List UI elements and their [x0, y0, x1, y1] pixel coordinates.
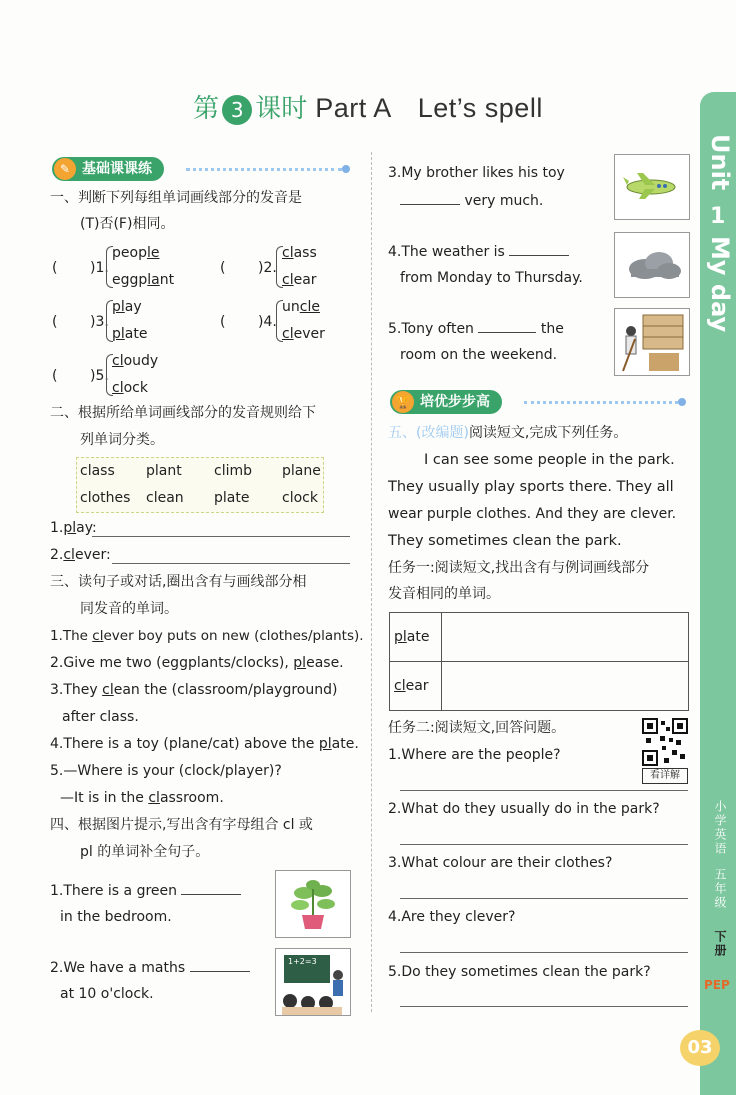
- answer-blank[interactable]: [400, 190, 460, 205]
- answer-blank[interactable]: [181, 880, 241, 895]
- word-box-item: plane: [282, 463, 321, 479]
- s4-q4-b: from Monday to Thursday.: [400, 270, 583, 286]
- paren-open: (: [220, 314, 226, 330]
- question-1: 1.Where are the people?: [388, 747, 561, 763]
- answer-line[interactable]: [400, 1006, 688, 1007]
- answer-line[interactable]: [112, 563, 350, 564]
- answer-line[interactable]: [92, 536, 350, 537]
- answer-line[interactable]: [400, 898, 688, 899]
- lesson-number: 3: [222, 95, 252, 125]
- s4-q4-a: 4.The weather is: [388, 241, 569, 262]
- word: uncle: [282, 299, 320, 315]
- banner-basic: [52, 157, 164, 181]
- s3-sentence-1: 1.The clever boy puts on new (clothes/plants).: [50, 628, 364, 644]
- s4-q2-b: at 10 o'clock.: [60, 986, 154, 1002]
- passage-line-1: I can see some people in the park.: [424, 452, 675, 468]
- s3-sentence-2: 2.Give me two (eggplants/clocks), please.: [50, 655, 344, 671]
- lesson-suffix: 课时: [255, 94, 308, 124]
- task1-text-line2: 发音相同的单词。: [388, 586, 500, 602]
- question-4: 4.Are they clever?: [388, 909, 516, 925]
- qr-label[interactable]: 看详解: [642, 768, 688, 784]
- plant-picture: [275, 870, 351, 938]
- cleaning-room-picture: [614, 308, 690, 376]
- section2-heading-line2: 列单词分类。: [80, 432, 164, 448]
- example-word: clear: [390, 662, 442, 711]
- question-5: 5.Do they sometimes clean the park?: [388, 964, 651, 980]
- word-box-item: plate: [214, 490, 250, 506]
- question-3: 3.What colour are their clothes?: [388, 855, 613, 871]
- s4-q5-a: 5.Tony often the: [388, 318, 564, 339]
- word-box-item: clothes: [80, 490, 131, 506]
- question-2: 2.What do they usually do in the park?: [388, 801, 660, 817]
- sidebar-book-volume: 下册: [713, 930, 727, 958]
- answer-blank[interactable]: [190, 957, 250, 972]
- sidebar-pep: PEP: [704, 978, 730, 992]
- board-text: 1+2=3: [288, 957, 317, 966]
- title-part: Part A: [315, 93, 392, 123]
- classroom-picture: [275, 948, 351, 1016]
- section3-heading: 三、读句子或对话,圈出含有与画线部分相: [50, 574, 307, 590]
- section5-heading: 五、(改编题)阅读短文,完成下列任务。: [388, 425, 628, 441]
- banner-basic-dots: [186, 168, 342, 171]
- s3-sentence-4: 4.There is a toy (plane/cat) above the plate.: [50, 736, 359, 752]
- word: people: [112, 245, 160, 261]
- banner-advanced-dots: [524, 401, 678, 404]
- word: clear: [282, 272, 317, 288]
- word: cloudy: [112, 353, 159, 369]
- banner-advanced: [390, 390, 502, 414]
- sidebar-book-subject: 小学英语: [713, 800, 727, 856]
- banner-advanced-label: 培优步步高: [420, 394, 490, 410]
- example-word: plate: [390, 613, 442, 662]
- section4-heading: 四、根据图片提示,写出含有字母组合 cl 或: [50, 817, 313, 833]
- cloudy-picture: [614, 232, 690, 298]
- pencil-icon: ✎: [54, 158, 76, 180]
- task1-text: 任务一:阅读短文,找出含有与例词画线部分: [388, 560, 650, 576]
- paren-open: (: [52, 314, 58, 330]
- paren-open: (: [52, 368, 58, 384]
- table-row: [390, 613, 689, 662]
- word: clever: [282, 326, 325, 342]
- s3-sentence-3: 3.They clean the (classroom/playground): [50, 682, 338, 698]
- sidebar-unit-number: 1: [710, 204, 726, 229]
- toy-plane-picture: [614, 154, 690, 220]
- item-label: )5.: [90, 368, 109, 384]
- classify-q1: 1.play:: [50, 520, 97, 536]
- page-number: 03: [680, 1030, 720, 1066]
- answer-line[interactable]: [400, 844, 688, 845]
- passage-line-2: They usually play sports there. They all: [388, 479, 674, 495]
- answer-line[interactable]: [400, 952, 688, 953]
- task1-table: [389, 612, 689, 711]
- word: play: [112, 299, 142, 315]
- word-box-item: clock: [282, 490, 318, 506]
- word: class: [282, 245, 317, 261]
- word: eggplant: [112, 272, 175, 288]
- sidebar-book-grade: 五年级: [713, 868, 727, 910]
- section4-heading-line2: pl 的单词补全句子。: [80, 844, 210, 860]
- banner-basic-dot-end: [342, 165, 350, 173]
- answer-cell[interactable]: [442, 613, 689, 662]
- s4-q3-b: very much.: [400, 190, 543, 211]
- word-box-item: climb: [214, 463, 253, 479]
- title-spell: Let’s spell: [417, 93, 543, 123]
- answer-line[interactable]: [400, 790, 688, 791]
- passage-line-4: They sometimes clean the park.: [388, 533, 622, 549]
- passage-line-3: wear purple clothes. And they are clever.: [388, 506, 677, 522]
- qr-code[interactable]: [642, 718, 688, 766]
- lesson-prefix: 第: [193, 94, 220, 124]
- sidebar-unit: Unit: [706, 134, 734, 191]
- s4-q1-a: 1.There is a green: [50, 880, 241, 901]
- s3-sentence-6: —It is in the classroom.: [60, 790, 224, 806]
- classify-q2: 2.clever:: [50, 547, 111, 563]
- section1-heading-line2: (T)否(F)相同。: [80, 216, 175, 232]
- answer-cell[interactable]: [442, 662, 689, 711]
- s4-q5-b: room on the weekend.: [400, 347, 558, 363]
- section1-heading: 一、判断下列每组单词画线部分的发音是: [50, 190, 302, 206]
- s4-q1-b: in the bedroom.: [60, 909, 172, 925]
- trophy-icon: 🏆: [392, 391, 414, 413]
- banner-basic-label: 基础课课练: [82, 161, 152, 177]
- item-label: )2.: [258, 260, 277, 276]
- s3-sentence-3b: after class.: [62, 709, 139, 725]
- answer-blank[interactable]: [478, 318, 536, 333]
- task2-text: 任务二:阅读短文,回答问题。: [388, 720, 566, 736]
- banner-advanced-dot-end: [678, 398, 686, 406]
- paren-open: (: [52, 260, 58, 276]
- item-label: )3.: [90, 314, 109, 330]
- section3-heading-line2: 同发音的单词。: [80, 601, 178, 617]
- word-box-item: class: [80, 463, 115, 479]
- answer-blank[interactable]: [509, 241, 569, 256]
- paren-open: (: [220, 260, 226, 276]
- word-box-item: plant: [146, 463, 182, 479]
- s3-sentence-5: 5.—Where is your (clock/player)?: [50, 763, 282, 779]
- word-box-item: clean: [146, 490, 184, 506]
- item-label: )4.: [258, 314, 277, 330]
- column-divider: [371, 152, 372, 1012]
- word: clock: [112, 380, 148, 396]
- s4-q2-a: 2.We have a maths: [50, 957, 250, 978]
- s4-q3-a: 3.My brother likes his toy: [388, 165, 565, 181]
- item-label: )1.: [90, 260, 109, 276]
- sidebar-topic: My day: [706, 236, 734, 333]
- section2-heading: 二、根据所给单词画线部分的发音规则给下: [50, 405, 316, 421]
- table-row: [390, 662, 689, 711]
- page-title: [0, 88, 736, 125]
- word: plate: [112, 326, 148, 342]
